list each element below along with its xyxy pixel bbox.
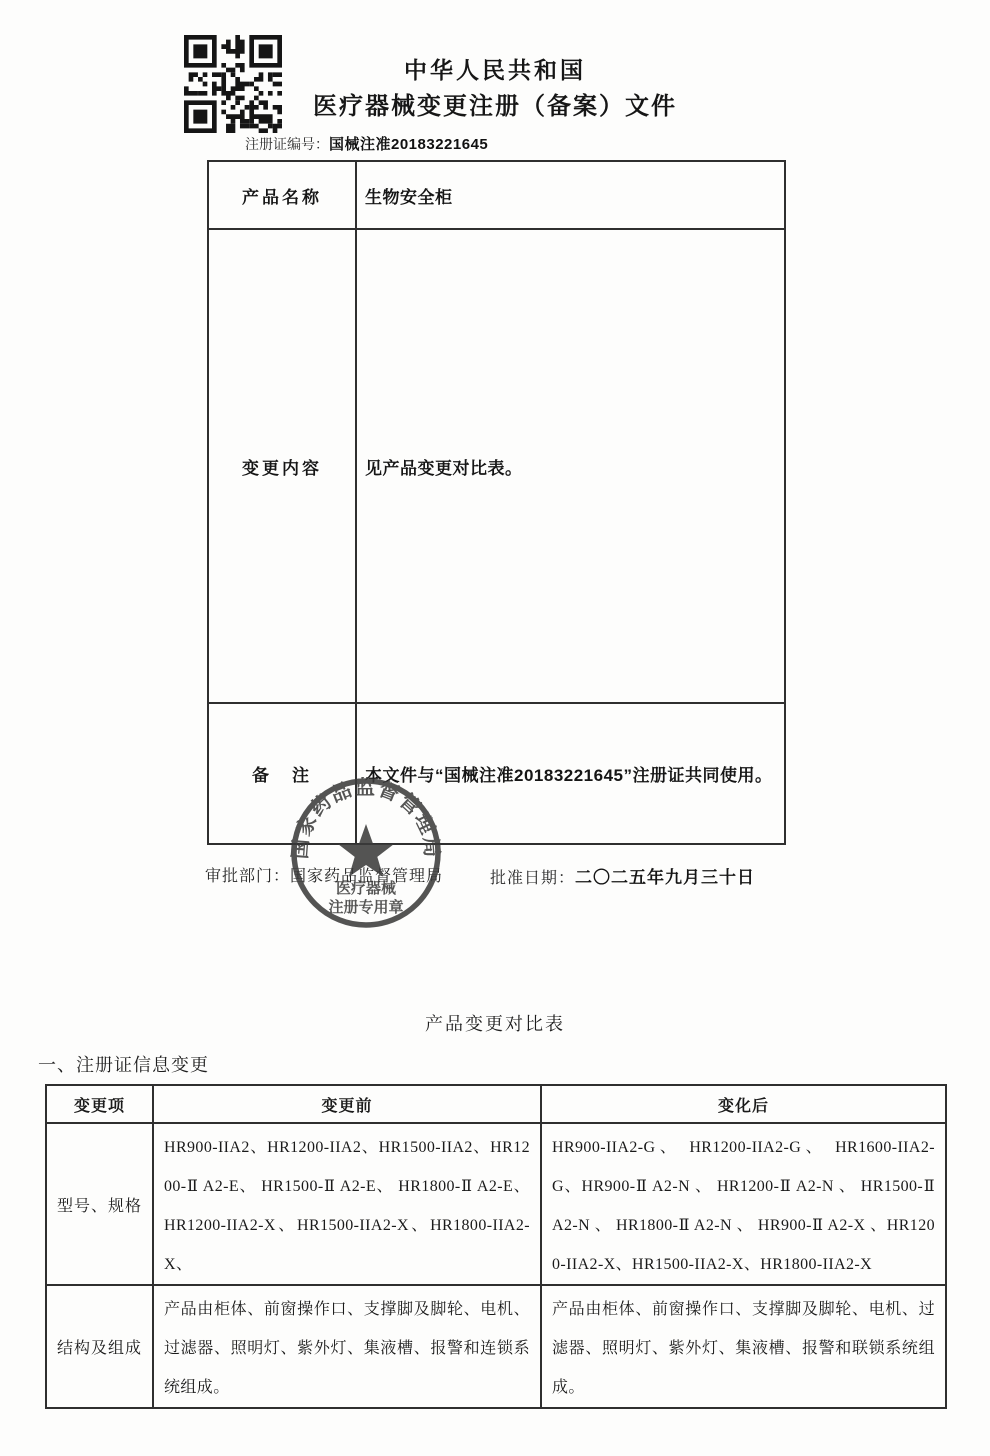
header-after-change: 变化后 bbox=[541, 1085, 946, 1123]
product-name-label: 产品名称 bbox=[209, 162, 357, 228]
approval-date-value: 二〇二五年九月三十日 bbox=[575, 868, 756, 887]
structure-item-label: 结构及组成 bbox=[46, 1285, 153, 1408]
comparison-table bbox=[45, 1084, 947, 1409]
seal-star-icon bbox=[338, 824, 393, 877]
certificate-info-table bbox=[207, 160, 786, 845]
models-after-value: HR900-IIA2-G、 HR1200-IIA2-G、 HR1600-IIA2-G、HR900-Ⅱ A2-N 、 HR1200-Ⅱ A2-N 、 HR1500-Ⅱ A2-N 、 HR1800-Ⅱ A2-N 、 HR900-Ⅱ A2-X 、HR1200-IIA2-X、HR1500-IIA2-X、HR1800-IIA2-X bbox=[541, 1123, 946, 1285]
remark-value: 本文件与“国械注准20183221645”注册证共同使用。 bbox=[365, 766, 773, 785]
approval-date bbox=[490, 863, 755, 888]
approval-department-value: 国家药品监督管理局 bbox=[290, 868, 444, 885]
seal-ring-text: 国家药品监督管理局 bbox=[290, 777, 442, 860]
models-before-value: HR900-IIA2、HR1200-IIA2、HR1500-IIA2、HR1200-Ⅱ A2-E、 HR1500-Ⅱ A2-E、 HR1800-Ⅱ A2-E、HR1200-IIA2-X、HR1500-IIA2-X、HR1800-IIA2-X、 bbox=[153, 1123, 541, 1285]
change-content-value: 见产品变更对比表。 bbox=[365, 458, 523, 478]
registration-number-label: 注册证编号： bbox=[245, 138, 329, 153]
table-row-product-name bbox=[209, 162, 784, 230]
registration-number-value: 国械注准20183221645 bbox=[329, 136, 489, 153]
approval-department-label: 审批部门： bbox=[205, 868, 291, 885]
product-name-value: 生物安全柜 bbox=[365, 187, 453, 207]
comparison-table-title: 产品变更对比表 bbox=[425, 1014, 565, 1034]
seal-inner-line2: 注册专用章 bbox=[328, 899, 404, 916]
remark-label: 备 注 bbox=[209, 704, 357, 843]
header-before-change: 变更前 bbox=[153, 1085, 541, 1123]
models-item-label: 型号、规格 bbox=[46, 1123, 153, 1285]
official-seal-stamp bbox=[290, 777, 442, 929]
approval-date-label: 批准日期： bbox=[490, 870, 576, 887]
table-row-models bbox=[46, 1123, 946, 1285]
comparison-section-heading: 一、注册证信息变更 bbox=[38, 1055, 209, 1075]
doc-title-country: 中华人民共和国 bbox=[404, 57, 586, 83]
structure-after-value: 产品由柜体、前窗操作口、支撑脚及脚轮、电机、过滤器、照明灯、紫外灯、集液槽、报警和联锁系统组成。 bbox=[541, 1285, 946, 1408]
table-row-structure bbox=[46, 1285, 946, 1408]
comparison-header-row bbox=[46, 1085, 946, 1123]
registration-number-line bbox=[245, 133, 488, 154]
structure-before-value: 产品由柜体、前窗操作口、支撑脚及脚轮、电机、过滤器、照明灯、紫外灯、集液槽、报警和连锁系统组成。 bbox=[153, 1285, 541, 1408]
seal-inner-line1: 医疗器械 bbox=[335, 880, 397, 897]
doc-title-type: 医疗器械变更注册（备案）文件 bbox=[313, 93, 677, 120]
table-row-change-content bbox=[209, 230, 784, 704]
header-change-item: 变更项 bbox=[46, 1085, 153, 1123]
change-content-label: 变更内容 bbox=[209, 230, 357, 702]
